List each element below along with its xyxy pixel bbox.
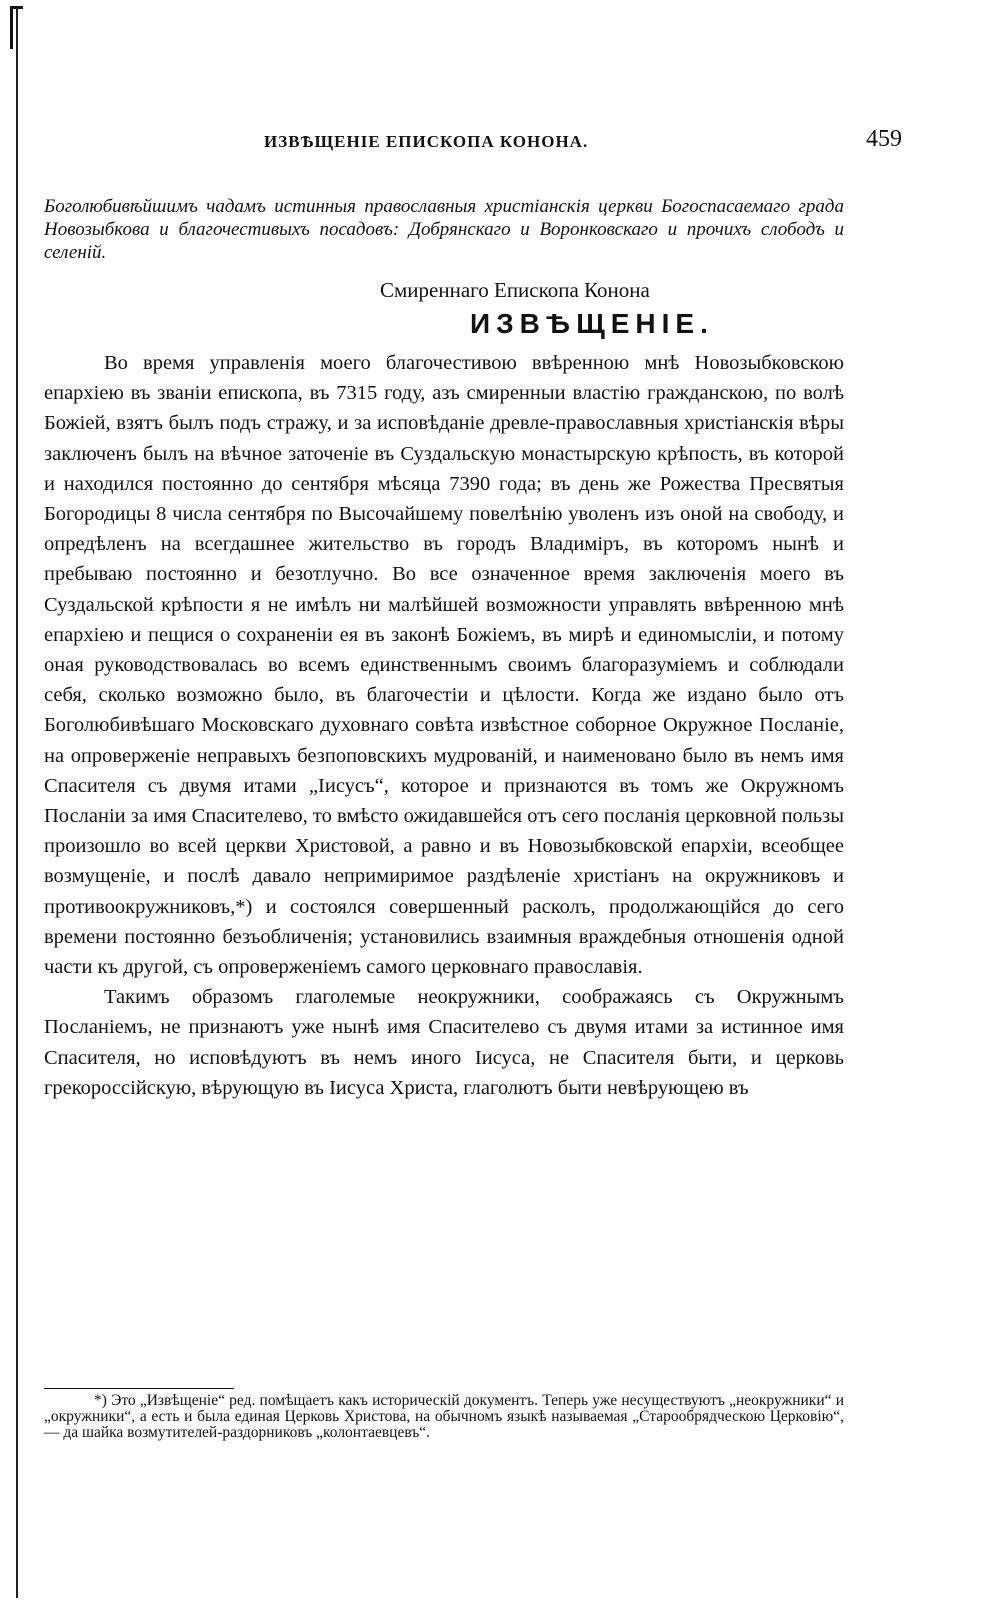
paragraph: Такимъ образомъ глаголемые неокружники, соображаясь съ Окружнымъ Посланіемъ, не признаютъ уже нынѣ имя Спасителево съ двумя итами за истинное имя Спасителя, но исповѣдуютъ въ немъ иного Іисуса, не Спасителя быти, и церковь грекороссійскую, вѣрующую въ Іисуса Христа, глаголютъ быти невѣрующею въ bbox=[44, 986, 844, 1099]
running-title: ИЗВѢЩЕНІЕ ЕПИСКОПА КОНОНА. bbox=[264, 132, 589, 151]
footnote-divider bbox=[44, 1388, 234, 1389]
body-text bbox=[44, 348, 844, 1103]
footnote: *) Это „Извѣщеніе“ ред. помѣщаетъ какъ историческій документъ. Теперь уже несуществуютъ „неокружники“ и „окружники“, а есть и была единая Церковь Христова, на обычномъ языкѣ называемая „Старообрядческою Церковію“,— да шайка возмутителей-раздорниковъ „колонтаевцевъ“. bbox=[44, 1392, 844, 1441]
page-header bbox=[44, 126, 944, 160]
author-line: Смиреннаго Епископа Конона bbox=[380, 278, 650, 302]
paragraph: Во время управленія моего благочестивою ввѣренною мнѣ Новозыбковскою епархіею въ званіи епископа, въ 7315 году, азъ смиренныи властію гражданскою, по волѣ Божіей, взятъ былъ подъ стражу, и за исповѣданіе древле-православныя христіанскія вѣры заключенъ былъ на вѣчное заточеніе въ Суздальскую монастырскую крѣпость, въ которой и находился постоянно до сентября мѣсяца 7390 года; въ день же Рожества Пресвятыя Богородицы 8 числа сентября по Высочайшему повелѣнію уволенъ изъ оной на свободу, и опредѣленъ на всегдашнее жительство въ городъ Владиміръ, въ которомъ нынѣ и пребываю постоянно и безотлучно. Во все означенное время заключенія моего въ Суздальской крѣпости я не имѣлъ ни малѣйшей возможности управлять ввѣренною мнѣ епархіею и пещися о сохраненіи ея въ законѣ Божіемъ, въ мирѣ и единомысліи, и потому оная руководствовалась во всемъ единственнымъ своимъ благоразуміемъ и соблюдали себя, сколько возможно было, въ благочестіи и цѣлости. Когда же издано было отъ Боголюбивѣшаго Московскаго духовнаго совѣта извѣстное соборное Окружное Посланіе, на опроверженіе неправыхъ безпоповскихъ мудрованій, и наименовано было въ немъ имя Спасителя съ двумя итами „Іисусъ“, которое и признаются въ томъ же Окружномъ Посланіи за имя Спасителево, то вмѣсто ожидавшейся отъ сего посланія церковной пользы произошло во всей церкви Христовой, а равно и въ Новозыбковской епархіи, всеобщее возмущеніе, и послѣ давало непримиримое раздѣленіе христіанъ на окружниковъ и противоокружниковъ,*) и состоялся совершенный расколъ, продолжающійся до сего времени постоянно безъобличенія; установились взаимныя враждебныя отношенія одной части къ другой, съ опроверженіемъ самого церковнаго православія. bbox=[44, 352, 844, 979]
page-number: 459 bbox=[866, 126, 902, 152]
page-edge-rule bbox=[16, 8, 18, 1598]
dedication: Боголюбивѣйшимъ чадамъ истинныя православныя христіанскія церкви Богоспасаемаго града Новозыбкова и благочестивыхъ посадовъ: Добрянскаго и Воронковскаго и прочихъ слободъ и селеній. bbox=[44, 196, 844, 263]
document-title: ИЗВѢЩЕНІЕ. bbox=[470, 308, 714, 339]
